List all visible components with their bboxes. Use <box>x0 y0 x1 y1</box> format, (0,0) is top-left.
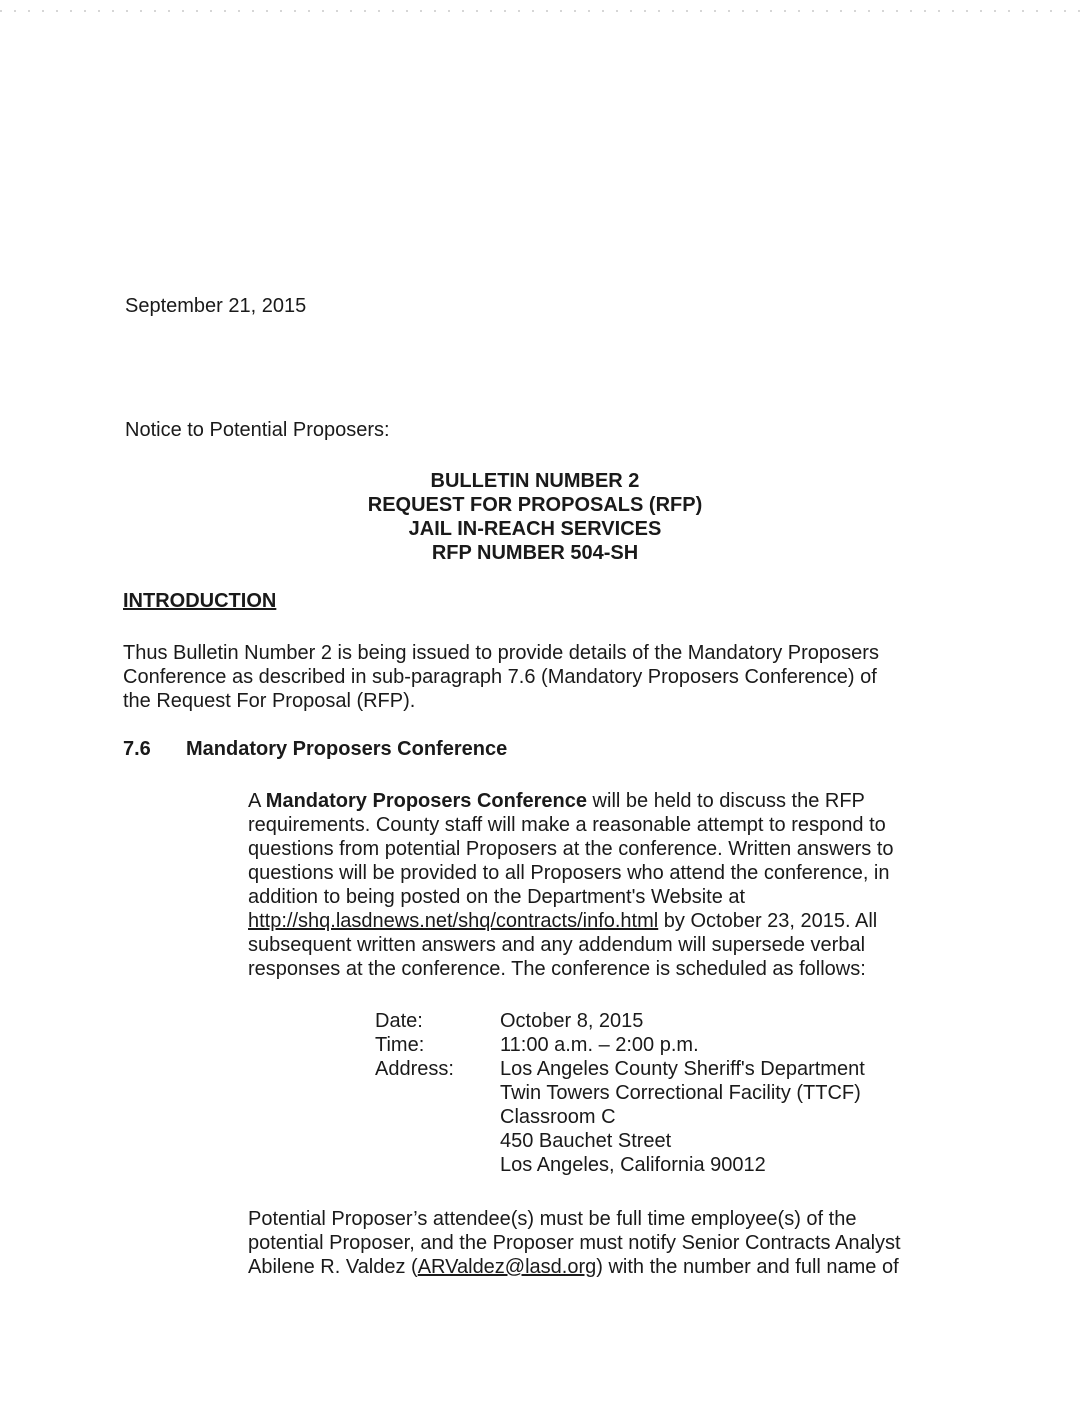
title-line: JAIL IN-REACH SERVICES <box>408 518 662 540</box>
attendee-line: potential Proposer, and the Proposer must notify Senior Contracts Analyst <box>248 1232 901 1254</box>
title-line: REQUEST FOR PROPOSALS (RFP) <box>367 494 703 516</box>
attendee-line <box>248 1255 899 1279</box>
text: by October 23, 2015. All <box>658 910 878 932</box>
address-line: Los Angeles County Sheriff's Department <box>500 1058 865 1080</box>
address-line: 450 Bauchet Street <box>500 1130 672 1152</box>
introduction-heading: INTRODUCTION <box>123 590 277 612</box>
website-link[interactable]: http://shq.lasdnews.net/shq/contracts/info.html <box>248 910 659 932</box>
time-value: 11:00 a.m. – 2:00 p.m. <box>500 1034 699 1056</box>
address-label: Address: <box>375 1058 454 1080</box>
bold-term: Mandatory Proposers Conference <box>265 790 587 812</box>
attendee-line: Potential Proposer’s attendee(s) must be full time employee(s) of the <box>248 1208 857 1230</box>
address-line: Twin Towers Correctional Facility (TTCF) <box>500 1082 861 1104</box>
intro-line: Thus Bulletin Number 2 is being issued to provide details of the Mandatory Proposers <box>123 642 879 664</box>
email-link[interactable]: ARValdez@lasd.org <box>417 1256 597 1278</box>
address-line: Classroom C <box>500 1106 616 1128</box>
text: will be held to discuss the RFP <box>587 790 865 812</box>
section-line <box>248 789 865 813</box>
time-label: Time: <box>375 1034 425 1056</box>
section-line: questions will be provided to all Proposers who attend the conference, in <box>248 862 890 884</box>
text: Abilene R. Valdez ( <box>248 1256 418 1278</box>
section-heading: Mandatory Proposers Conference <box>186 738 508 760</box>
section-line: responses at the conference. The conference is scheduled as follows: <box>248 958 866 980</box>
intro-line: Conference as described in sub-paragraph 7.6 (Mandatory Proposers Conference) of <box>123 666 877 688</box>
scan-artifact <box>0 10 1088 12</box>
section-number: 7.6 <box>123 738 151 760</box>
section-line: addition to being posted on the Department's Website at <box>248 886 746 908</box>
section-line: requirements. County staff will make a reasonable attempt to respond to <box>248 814 886 836</box>
date-label: Date: <box>375 1010 423 1032</box>
text: ) with the number and full name of <box>596 1256 899 1278</box>
section-line: subsequent written answers and any addendum will supersede verbal <box>248 934 866 956</box>
salutation: Notice to Potential Proposers: <box>125 419 390 441</box>
intro-line: the Request For Proposal (RFP). <box>123 690 416 712</box>
title-line: BULLETIN NUMBER 2 <box>430 470 640 492</box>
title-line: RFP NUMBER 504-SH <box>431 542 639 564</box>
text: A <box>248 790 266 812</box>
letter-date: September 21, 2015 <box>125 295 307 317</box>
address-line: Los Angeles, California 90012 <box>500 1154 766 1176</box>
section-line <box>248 909 877 933</box>
section-line: questions from potential Proposers at the conference. Written answers to <box>248 838 894 860</box>
date-value: October 8, 2015 <box>500 1010 644 1032</box>
